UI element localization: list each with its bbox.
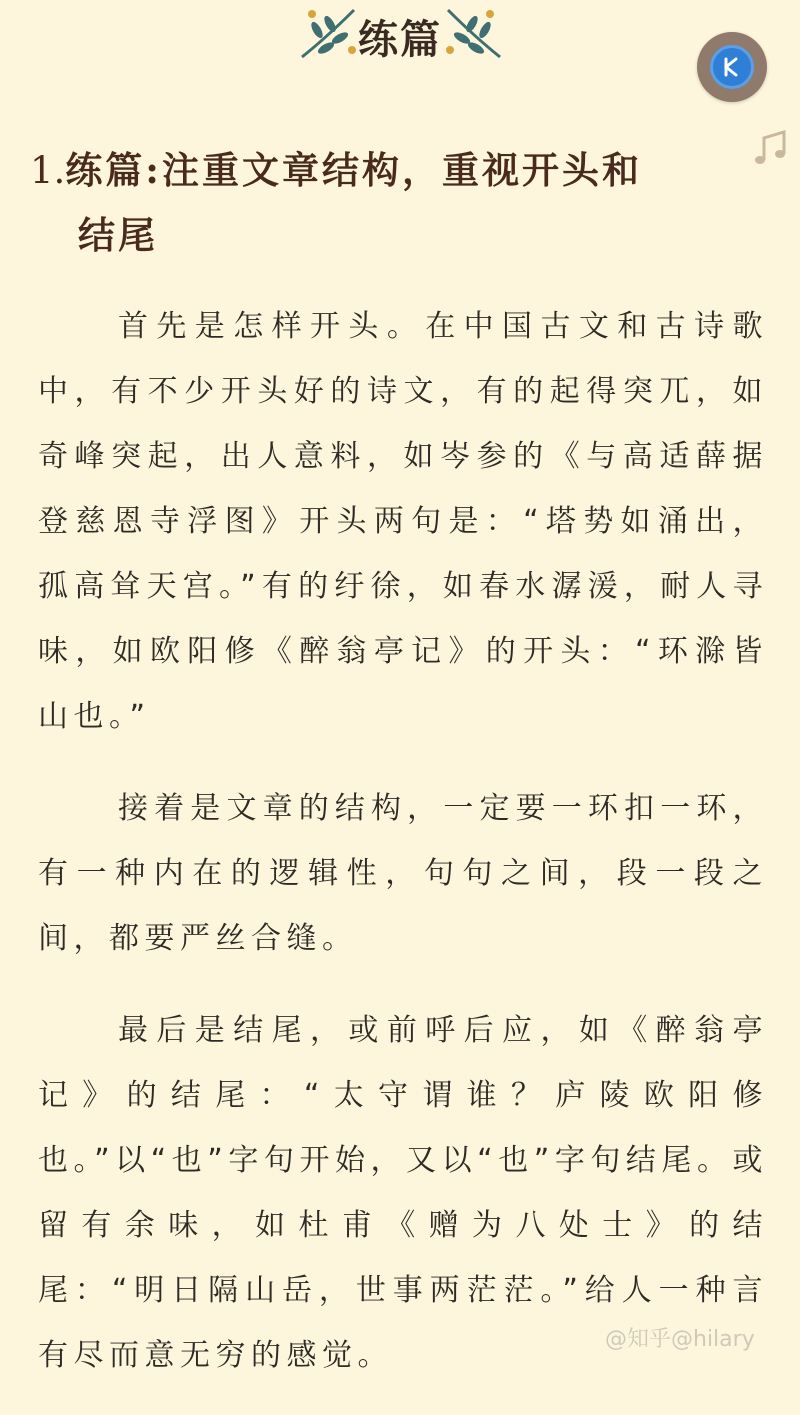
page-title: 练篇 bbox=[358, 16, 442, 63]
paragraph: 首先是怎样开头。在中国古文和古诗歌中，有不少开头好的诗文，有的起得突兀，如奇峰突起，出人意料，如岑参的《与高适薛据登慈恩寺浮图》开头两句是：“塔势如涌出，孤高耸天宫。”有的纡徐，如春水潺湲，耐人寻味，如欧阳修《醉翁亭记》的开头：“环滁皆山也。” bbox=[38, 309, 768, 734]
section-heading bbox=[30, 138, 770, 267]
article-body bbox=[38, 294, 768, 1415]
watermark: @知乎@hilary bbox=[605, 1327, 755, 1352]
page-header bbox=[0, 0, 800, 70]
section-number: 1. bbox=[30, 149, 66, 192]
section-title-line2: 结尾 bbox=[78, 213, 158, 257]
section-title-line1: 练篇:注重文章结构，重视开头和 bbox=[65, 148, 642, 192]
paragraph: 接着是文章的结构，一定要一环扣一环，有一种内在的逻辑性，句句之间，段一段之间，都要严丝合缝。 bbox=[38, 791, 768, 956]
paragraph: 最后是结尾，或前呼后应，如《醉翁亭记》的结尾：“太守谓谁？庐陵欧阳修也。”以“也”字句开始，又以“也”字句结尾。或留有余味，如杜甫《赠为八处士》的结尾：“明日隔山岳，世事两茫茫。”给人一种言有尽而意无穷的感觉。 bbox=[38, 1013, 768, 1373]
collapse-icon bbox=[710, 45, 754, 89]
leaf-sprig-icon bbox=[440, 2, 510, 62]
collapse-button[interactable] bbox=[697, 32, 767, 102]
